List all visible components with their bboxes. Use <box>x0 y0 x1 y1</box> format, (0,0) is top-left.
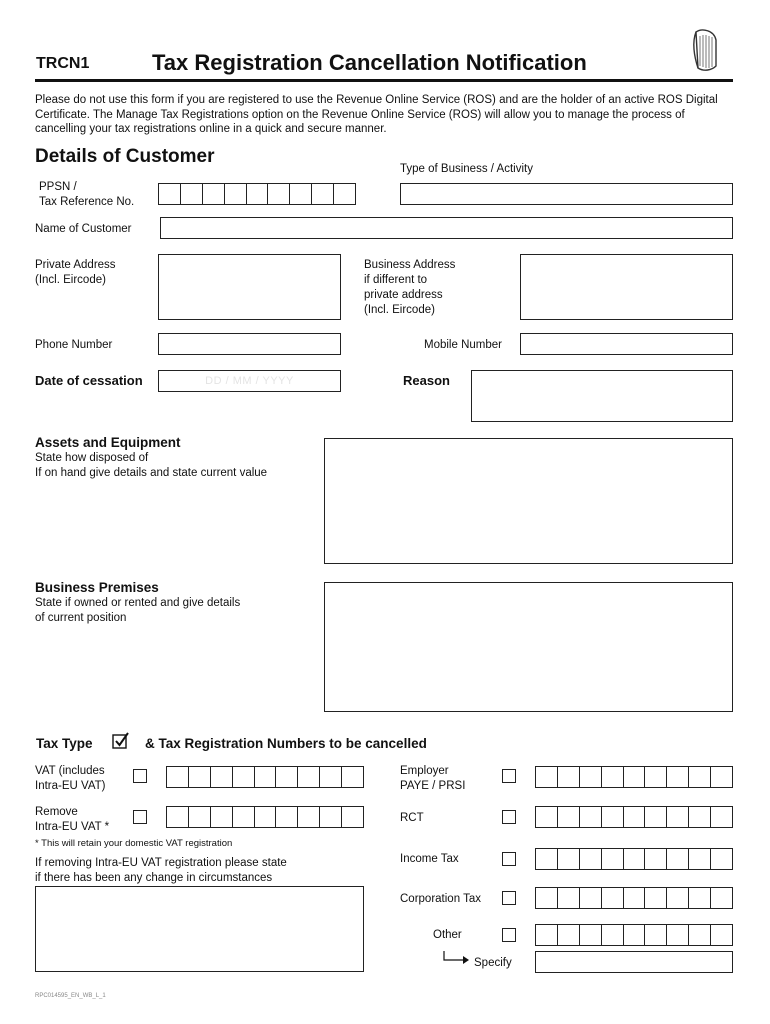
cessation-label: Date of cessation <box>35 373 143 388</box>
remove-intra-eu-label: Remove Intra-EU VAT * <box>35 806 110 833</box>
remove-intra-eu-checkbox[interactable] <box>133 810 147 824</box>
income-tax-number-field[interactable] <box>535 848 733 870</box>
vat-label: VAT (includes Intra-EU VAT) <box>35 765 106 792</box>
rct-number-field[interactable] <box>535 806 733 828</box>
intro-text: Please do not use this form if you are registered to use the Revenue Online Service (ROS) and are the holder of an active ROS Digital Certificate. The Manage Tax Registrations option on the Revenue Online Service (ROS) will allow you to manage the process of cancelling your tax registrations online in a quick and secure manner. <box>35 94 718 135</box>
change-circumstances-text: If removing Intra-EU VAT registration please state if there has been any change in circumstances <box>35 857 287 884</box>
income-tax-checkbox[interactable] <box>502 852 516 866</box>
vat-footnote: * This will retain your domestic VAT registration <box>35 838 233 849</box>
checkmark-icon <box>112 732 130 750</box>
section-heading-customer: Details of Customer <box>35 146 215 167</box>
other-label: Other <box>433 929 462 941</box>
corporation-tax-number-field[interactable] <box>535 887 733 909</box>
form-code: TRCN1 <box>36 55 90 72</box>
phone-field[interactable] <box>158 333 341 355</box>
header-rule <box>35 79 733 82</box>
cessation-date-field[interactable] <box>158 370 341 392</box>
ppsn-label: PPSN / Tax Reference No. <box>39 181 135 208</box>
corporation-tax-checkbox[interactable] <box>502 891 516 905</box>
harp-logo <box>688 26 722 74</box>
mobile-field[interactable] <box>520 333 733 355</box>
mobile-label: Mobile Number <box>424 339 502 351</box>
assets-text: State how disposed of If on hand give details and state current value <box>35 452 268 479</box>
other-checkbox[interactable] <box>502 928 516 942</box>
income-tax-label: Income Tax <box>400 853 459 865</box>
specify-label: Specify <box>474 957 512 969</box>
premises-text: State if owned or rented and give details of current position <box>35 597 241 624</box>
business-address-field[interactable] <box>520 254 733 320</box>
page-title: Tax Registration Cancellation Notification <box>152 50 587 75</box>
reason-field[interactable] <box>471 370 733 422</box>
assets-field[interactable] <box>324 438 733 564</box>
reason-label: Reason <box>403 373 450 388</box>
employer-number-field[interactable] <box>535 766 733 788</box>
arrow-icon <box>443 950 471 966</box>
remove-intra-eu-number-field[interactable] <box>166 806 364 828</box>
phone-label: Phone Number <box>35 339 113 351</box>
rct-label: RCT <box>400 812 424 824</box>
vat-checkbox[interactable] <box>133 769 147 783</box>
corporation-tax-label: Corporation Tax <box>400 893 481 905</box>
ppsn-field[interactable] <box>158 183 356 205</box>
employer-label: Employer PAYE / PRSI <box>400 765 466 792</box>
name-field[interactable] <box>160 217 733 239</box>
vat-number-field[interactable] <box>166 766 364 788</box>
other-number-field[interactable] <box>535 924 733 946</box>
rct-checkbox[interactable] <box>502 810 516 824</box>
assets-heading: Assets and Equipment <box>35 435 181 450</box>
premises-heading: Business Premises <box>35 580 159 595</box>
cessation-date-placeholder: DD / MM / YYYY <box>205 375 294 387</box>
change-circumstances-field[interactable] <box>35 886 364 972</box>
footer-code: RPC014595_EN_WB_L_1 <box>35 993 106 999</box>
premises-field[interactable] <box>324 582 733 712</box>
tax-numbers-heading: & Tax Registration Numbers to be cancelled <box>145 736 427 751</box>
private-address-label: Private Address (Incl. Eircode) <box>35 259 116 286</box>
specify-field[interactable] <box>535 951 733 973</box>
business-address-label: Business Address if different to private address (Incl. Eircode) <box>364 259 456 316</box>
private-address-field[interactable] <box>158 254 341 320</box>
business-type-field[interactable] <box>400 183 733 205</box>
business-type-label: Type of Business / Activity <box>400 163 533 175</box>
name-label: Name of Customer <box>35 223 132 235</box>
tax-type-heading: Tax Type <box>36 736 93 751</box>
employer-checkbox[interactable] <box>502 769 516 783</box>
